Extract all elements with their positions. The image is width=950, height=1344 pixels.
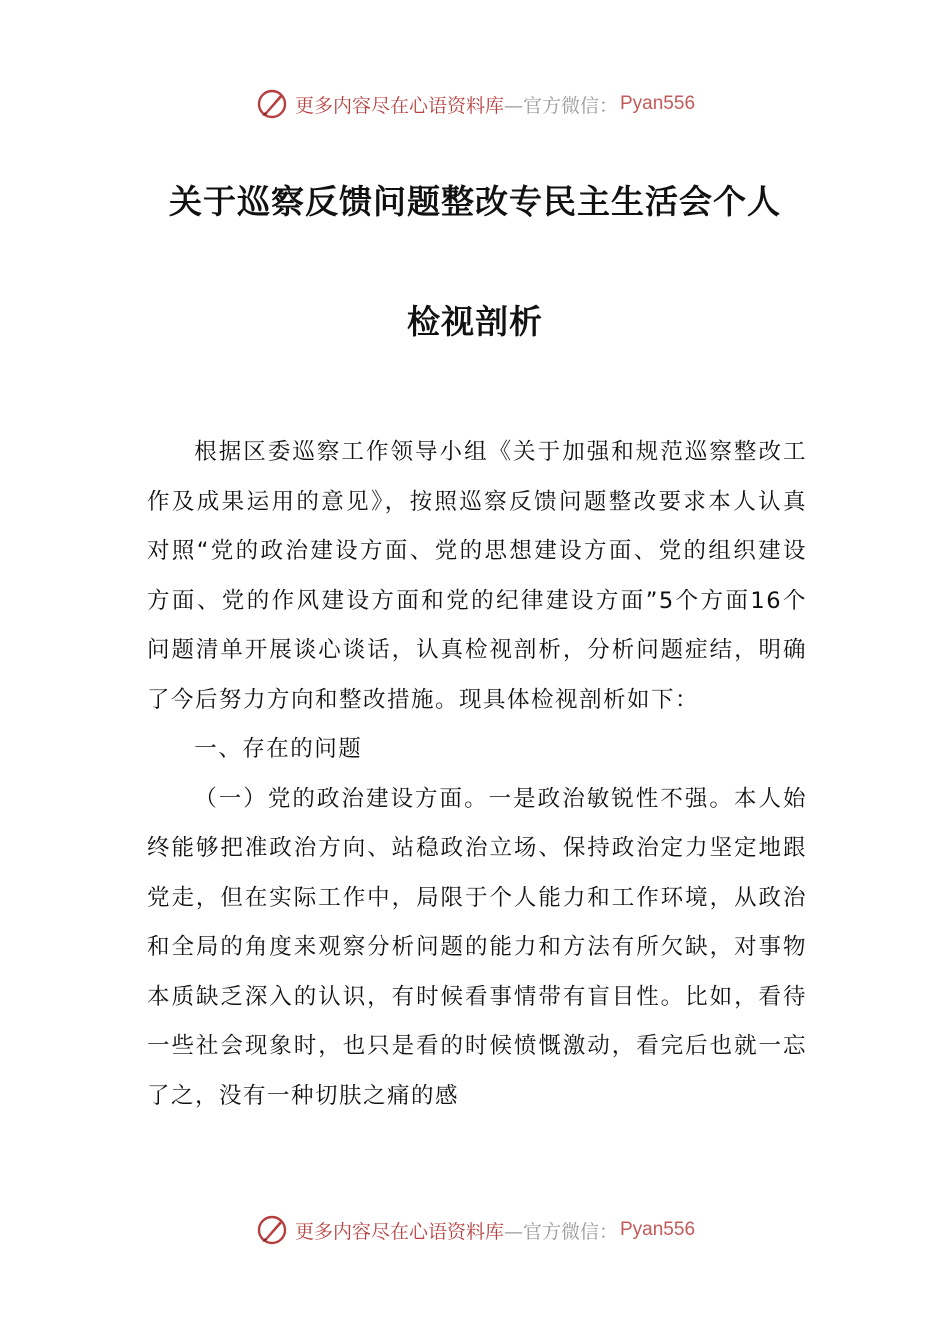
quill-pen-logo-icon (255, 1213, 289, 1247)
quill-pen-logo-icon (255, 87, 289, 121)
section-heading: 一、存在的问题 (194, 736, 363, 762)
header-watermark (0, 84, 950, 124)
watermark-wechat-account: Pyan556 (620, 1219, 696, 1240)
document-title-line-1: 关于巡察反馈问题整改专民主生活会个人 (169, 182, 781, 221)
watermark-site-text: 更多内容尽在心语资料库 (294, 1220, 504, 1243)
political-building-paragraph: （一）党的政治建设方面。一是政治敏锐性不强。本人始终能够把准政治方向、站稳政治立场、保持政治定力坚定地跟党走，但在实际工作中，局限于个人能力和工作环境，从政治和全局的角度来观察分析问题的能力和方法有所欠缺，对事物本质缺乏深入的认识，有时候看事情带有盲目性。比如，看待一些社会现象时，也只是看的时候愤慨激动，看完后也就一忘了之，没有一种切肤之痛的感 (147, 785, 807, 1109)
watermark-wechat-label: —官方微信： (503, 94, 618, 117)
footer-watermark (0, 1210, 950, 1250)
watermark-site-text: 更多内容尽在心语资料库 (294, 94, 504, 117)
document-title-line-2: 检视剖析 (407, 302, 543, 341)
intro-paragraph: 根据区委巡察工作领导小组《关于加强和规范巡察整改工作及成果运用的意见》，按照巡察反馈问题整改要求本人认真对照“党的政治建设方面、党的思想建设方面、党的组织建设方面、党的作风建设方面和党的纪律建设方面”5个方面16个问题清单开展谈心谈话，认真检视剖析，分析问题症结，明确了今后努力方向和整改措施。现具体检视剖析如下： (147, 439, 807, 713)
watermark-wechat-account: Pyan556 (620, 93, 696, 114)
document-body (147, 428, 807, 1121)
watermark-wechat-label: —官方微信： (503, 1220, 618, 1243)
